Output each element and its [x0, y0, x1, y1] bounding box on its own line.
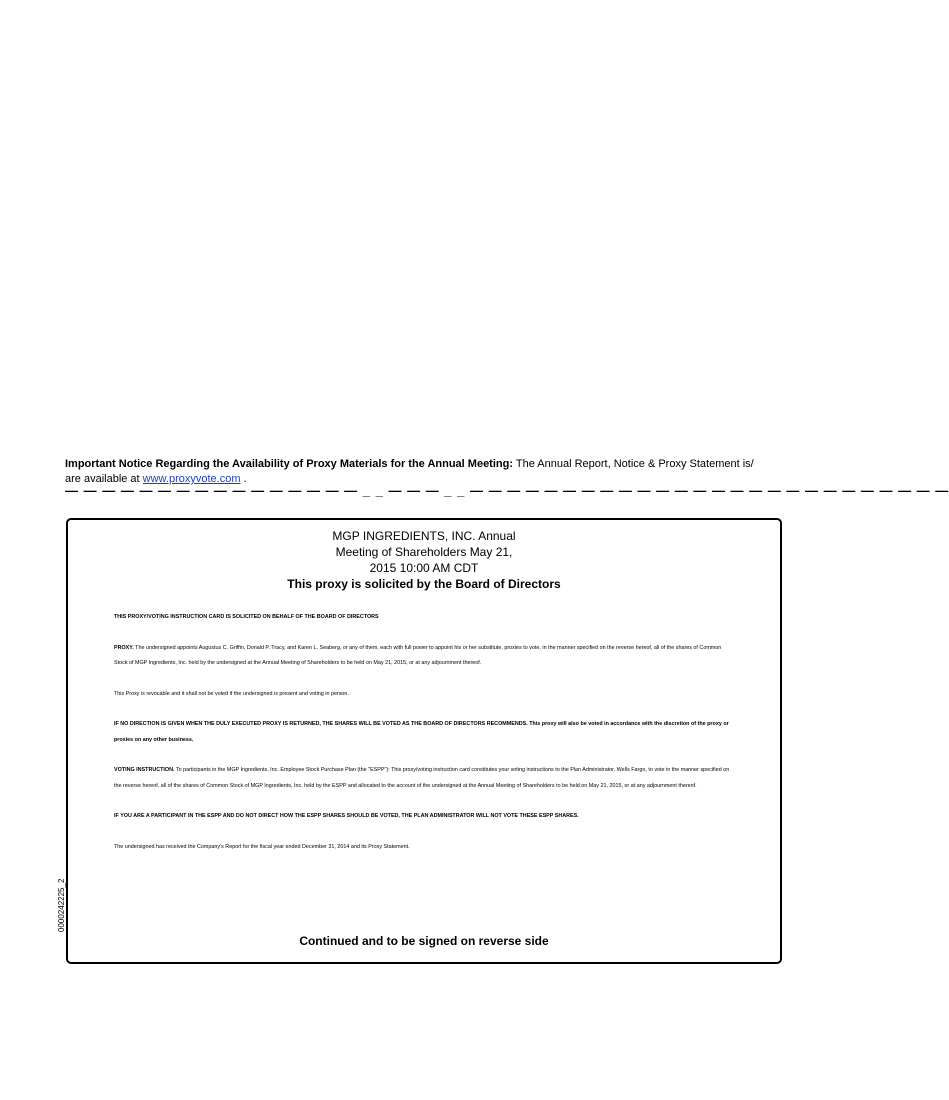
- card-header: [68, 528, 780, 592]
- no-direction-paragraph: IF NO DIRECTION IS GIVEN WHEN THE DULY EXECUTED PROXY IS RETURNED, THE SHARES WILL BE VOTED AS THE BOARD OF DIRECTORS RECOMMENDS. This proxy will also be voted in accordance with the discretion of the proxy or proxies on any other business.: [114, 721, 729, 743]
- notice-heading: Important Notice Regarding the Availability of Proxy Materials for the Annual Meeting:: [65, 458, 514, 470]
- proxyvote-link[interactable]: www.proxyvote.com: [142, 473, 241, 485]
- continued-footer: Continued and to be signed on reverse side: [299, 934, 549, 948]
- proxy-paragraph: [114, 641, 734, 672]
- solicitation-paragraph: THIS PROXY/VOTING INSTRUCTION CARD IS SOLICITED ON BEHALF OF THE BOARD OF DIRECTORS: [114, 614, 379, 620]
- card-title-line-1: MGP INGREDIENTS, INC. Annual: [332, 529, 516, 543]
- espp-paragraph: IF YOU ARE A PARTICIPANT IN THE ESPP AND DO NOT DIRECT HOW THE ESPP SHARES SHOULD BE VOTED, THE PLAN ADMINISTRATOR WILL NOT VOTE THESE ESPP SHARES.: [114, 813, 579, 819]
- card-title-line-2: Meeting of Shareholders May 21,: [335, 545, 513, 559]
- proxy-text: The undersigned appoints Augustus C. Griffin, Donald P. Tracy, and Karen L. Seaberg, or any of them, each with full power to appoint his or her substitute, proxies to vote, in the manner specified on the reverse hereof, all of the shares of Common Stock of MGP Ingredients, Inc. held by the undersigned at the Annual Meeting of Shareholders to be held on May 21, 2015, or at any adjournment thereof.: [114, 644, 722, 666]
- notice-text-2: are available at: [65, 473, 143, 485]
- proxy-label: PROXY.: [114, 644, 134, 651]
- card-title-line-3: 2015 10:00 AM CDT: [369, 561, 479, 575]
- card-body: [114, 610, 734, 870]
- notice-text: The Annual Report, Notice & Proxy Statement is/: [513, 458, 754, 470]
- cut-line: — — — — — — — — — — — — — — — — _ _ — — — _ _ — — — — — — — — — — — — — — — — — — — — — — — — — —: [65, 483, 949, 498]
- proxy-card: [66, 518, 782, 964]
- voting-instruction-paragraph: [114, 763, 734, 794]
- voting-instruction-text: To participants in the MGP Ingredients, Inc. Employee Stock Purchase Plan (the "ESPP"): This proxy/voting instruction card constitutes your voting instructions to the Plan Administrator, Wells Fargo, to vote in the manner specified on the reverse hereof, all of the shares of Common Stock of MGP Ingredients, Inc. held by the ESPP and allocated to the account of the undersigned at the Annual Meeting of Shareholders to be held on May 21, 2015, or at any adjournment thereof.: [114, 767, 730, 789]
- revocable-paragraph: This Proxy is revocable and it shall not be voted if the undersigned is present and voting in person.: [114, 690, 349, 697]
- voting-instruction-label: VOTING INSTRUCTION.: [114, 767, 175, 773]
- received-report-paragraph: The undersigned has received the Company's Report for the fiscal year ended December 31, 2014 and its Proxy Statement.: [114, 843, 410, 850]
- solicited-statement: This proxy is solicited by the Board of Directors: [287, 577, 561, 591]
- notice-after-link: .: [240, 473, 247, 485]
- document-code: 0000242225_2: [57, 878, 66, 932]
